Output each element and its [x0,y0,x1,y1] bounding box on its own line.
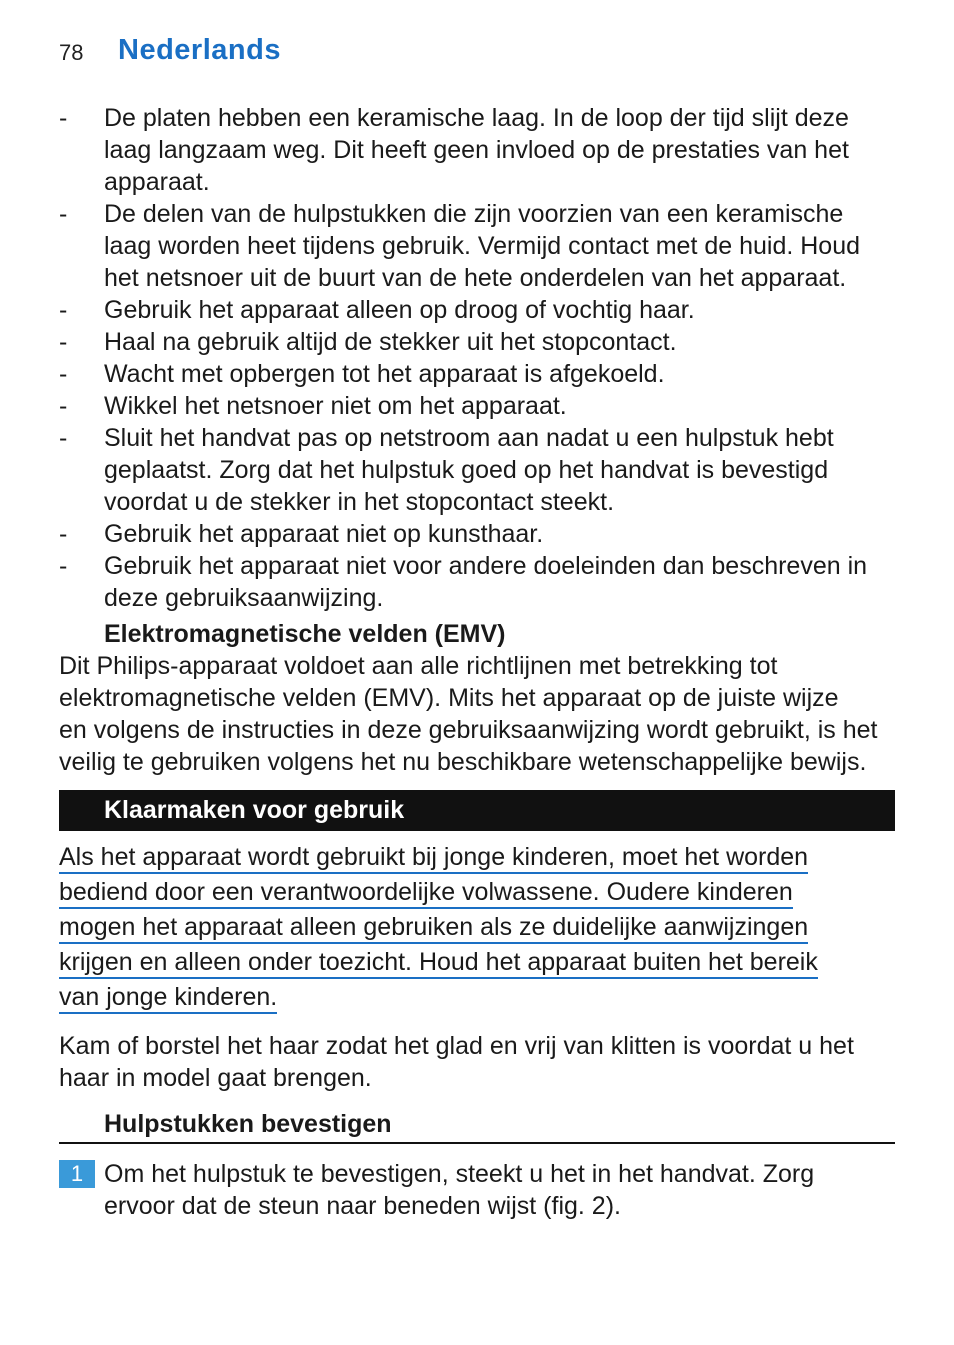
warning-line: van jonge kinderen. [59,982,277,1014]
bullet-line: Gebruik het apparaat niet op kunsthaar. [104,520,544,548]
list-item [59,198,895,294]
language-title: Nederlands [118,34,281,66]
paragraph-line: haar in model gaat brengen. [59,1064,372,1092]
bullet-dash: - [59,392,68,420]
bullet-dash: - [59,520,68,548]
step-number-badge: 1 [59,1160,95,1188]
child-warning [59,841,895,1016]
list-item [59,518,895,550]
bullet-dash: - [59,360,68,388]
bullet-line: apparaat. [104,168,210,196]
warning-line: krijgen en alleen onder toezicht. Houd het apparaat buiten het bereik [59,947,818,979]
section-title-bar: Klaarmaken voor gebruik [59,790,895,831]
bullet-line: Sluit het handvat pas op netstroom aan nadat u een hulpstuk hebt [104,424,834,452]
safety-bullet-list [59,102,895,614]
warning-line: Als het apparaat wordt gebruikt bij jonge kinderen, moet het worden [59,842,808,874]
bullet-dash: - [59,424,68,452]
warning-line: bediend door een verantwoordelijke volwassene. Oudere kinderen [59,877,793,909]
list-item [59,550,895,614]
bullet-dash: - [59,552,68,580]
bullet-dash: - [59,296,68,324]
bullet-line: Gebruik het apparaat niet voor andere doeleinden dan beschreven in [104,552,868,580]
list-item [59,422,895,518]
step-line: Om het hulpstuk te bevestigen, steekt u het in het handvat. Zorg [104,1160,815,1188]
step-text [104,1158,895,1222]
bullet-line: voordat u de stekker in het stopcontact steekt. [104,488,615,516]
bullet-line: deze gebruiksaanwijzing. [104,584,384,612]
bullet-line: Wacht met opbergen tot het apparaat is afgekoeld. [104,360,665,388]
step-1 [59,1158,895,1222]
list-item [59,102,895,198]
list-item [59,294,895,326]
list-item [59,390,895,422]
bullet-line: De platen hebben een keramische laag. In de loop der tijd slijt deze [104,104,849,132]
bullet-line: De delen van de hulpstukken die zijn voorzien van een keramische [104,200,844,228]
bullet-line: het netsnoer uit de buurt van de hete onderdelen van het apparaat. [104,264,847,292]
emv-line: Dit Philips-apparaat voldoet aan alle richtlijnen met betrekking tot [59,652,778,680]
emv-heading: Elektromagnetische velden (EMV) [104,620,506,648]
emv-paragraph [59,650,895,778]
paragraph-line: Kam of borstel het haar zodat het glad en vrij van klitten is voordat u het [59,1032,854,1060]
step-line: ervoor dat de steun naar beneden wijst (fig. 2). [104,1192,621,1220]
bullet-dash: - [59,328,68,356]
bullet-line: Haal na gebruik altijd de stekker uit het stopcontact. [104,328,677,356]
bullet-dash: - [59,104,68,132]
emv-line: elektromagnetische velden (EMV). Mits het apparaat op de juiste wijze [59,684,839,712]
comb-hair-paragraph [59,1030,895,1094]
warning-line: mogen het apparaat alleen gebruiken als ze duidelijke aanwijzingen [59,912,808,944]
list-item [59,358,895,390]
bullet-line: Wikkel het netsnoer niet om het apparaat. [104,392,567,420]
bullet-line: Gebruik het apparaat alleen op droog of vochtig haar. [104,296,695,324]
bullet-line: laag worden heet tijdens gebruik. Vermijd contact met de huid. Houd [104,232,861,260]
bullet-line: laag langzaam weg. Dit heeft geen invloed op de prestaties van het [104,136,849,164]
emv-line: veilig te gebruiken volgens het nu beschikbare wetenschappelijke bewijs. [59,748,867,776]
bullet-dash: - [59,200,68,228]
list-item [59,326,895,358]
attach-heading: Hulpstukken bevestigen [59,1108,895,1144]
page-content [59,102,895,1222]
emv-line: en volgens de instructies in deze gebruiksaanwijzing wordt gebruikt, is het [59,716,878,744]
page-number: 78 [59,40,84,65]
bullet-line: geplaatst. Zorg dat het hulpstuk goed op het handvat is bevestigd [104,456,829,484]
